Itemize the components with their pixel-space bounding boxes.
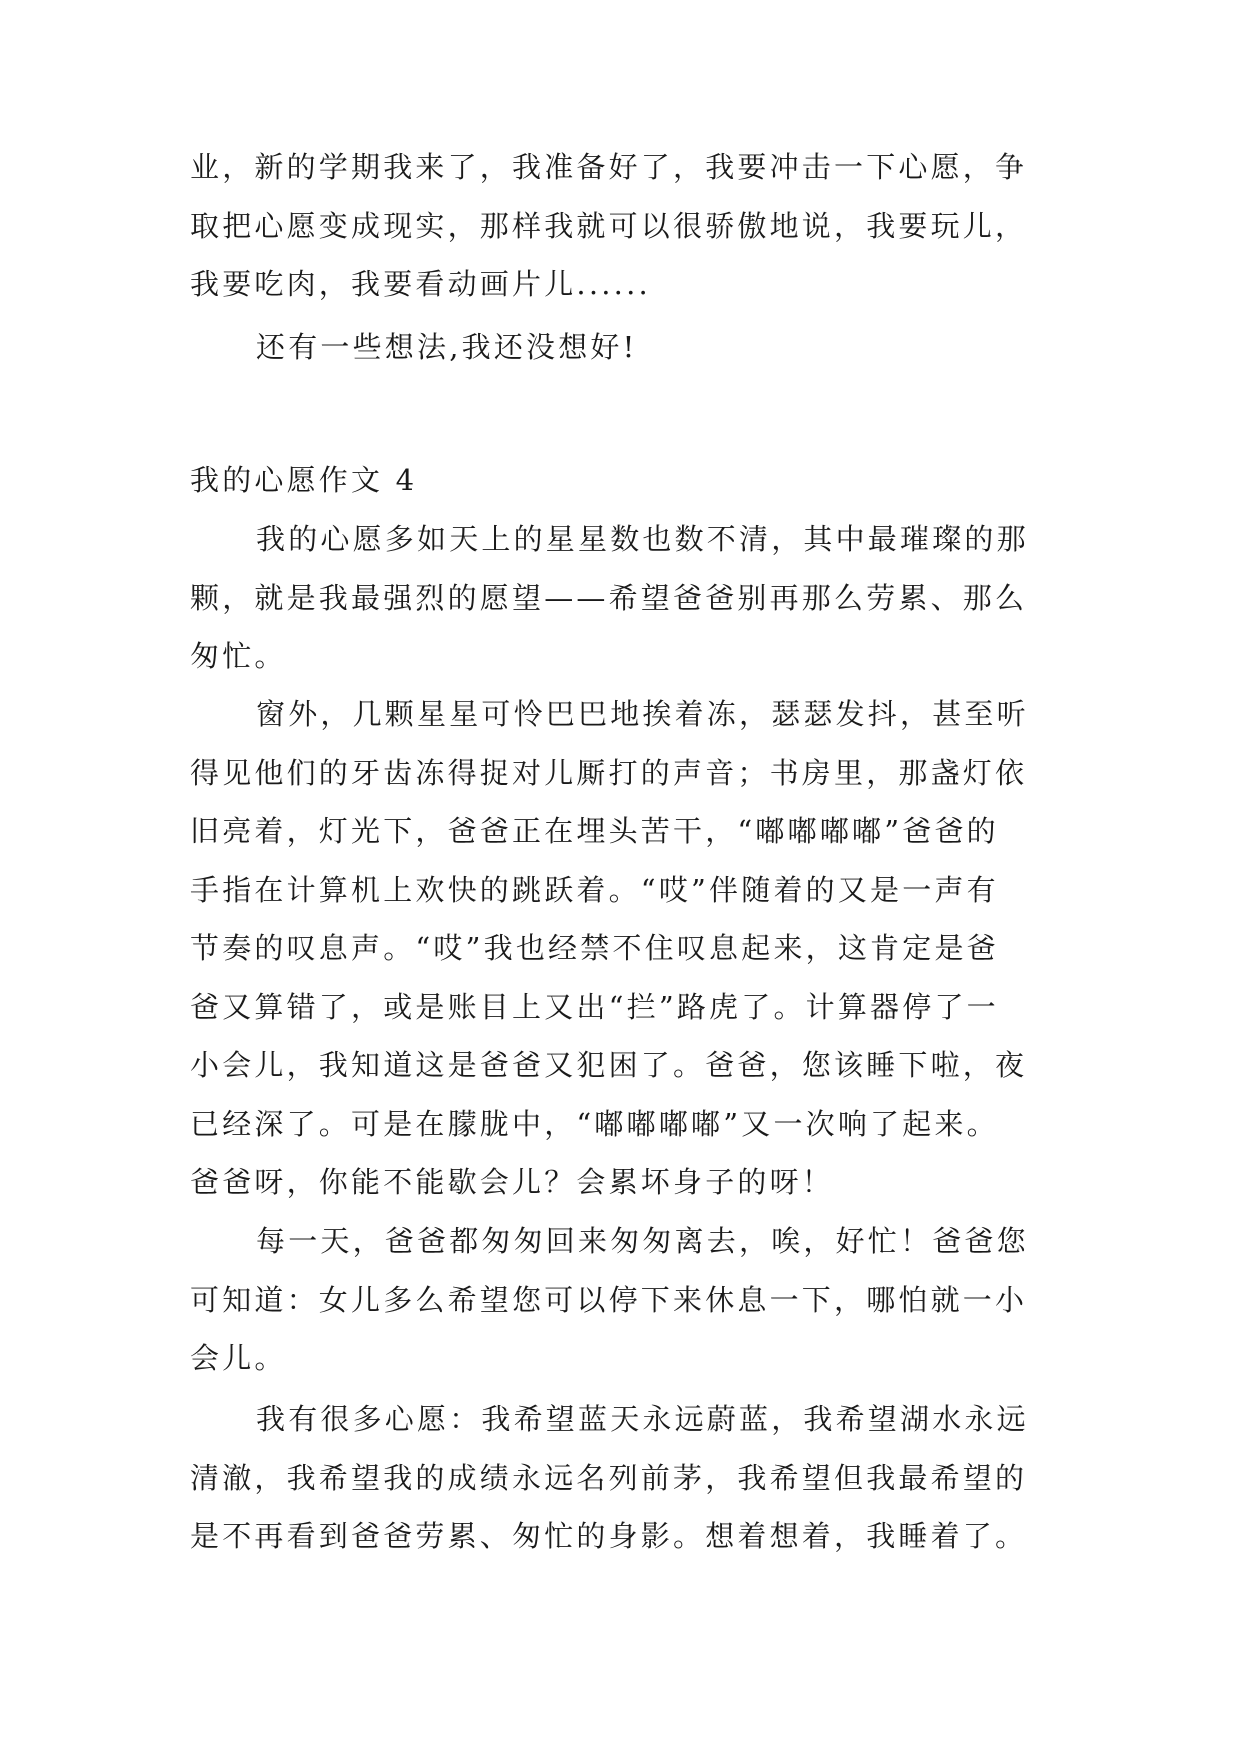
paragraph-thoughts: 还有一些想法,我还没想好!: [256, 330, 638, 364]
section-title: 我的心愿作文 4: [190, 463, 418, 497]
paragraph-wish-intro: 我的心愿多如天上的星星数也数不清，其中最璀璨的那 颗，就是我最强烈的愿望——希望爸爸别再那么劳累、那么 匆忙。: [190, 522, 1029, 673]
paragraph-many-wishes: 我有很多心愿：我希望蓝天永远蔚蓝，我希望湖水永远 清澈，我希望我的成绩永远名列前茅，我希望但我最希望的 是不再看到爸爸劳累、匆忙的身影。想着想着，我睡着了。: [190, 1402, 1029, 1553]
paragraph-continued: 业，新的学期我来了，我准备好了，我要冲击一下心愿，争 取把心愿变成现实，那样我就可以很骄傲地说，我要玩儿， 我要吃肉，我要看动画片儿......: [190, 150, 1028, 301]
paragraph-every-day: 每一天，爸爸都匆匆回来匆匆离去，唉，好忙！爸爸您 可知道：女儿多么希望您可以停下来休息一下，哪怕就一小 会儿。: [190, 1224, 1029, 1375]
paragraph-night-scene: 窗外，几颗星星可怜巴巴地挨着冻，瑟瑟发抖，甚至听 得见他们的牙齿冻得捉对儿厮打的声音；书房里，那盏灯依 旧亮着，灯光下，爸爸正在埋头苦干，“嘟嘟嘟嘟”爸爸的 手指在计算机上欢快的跳跃着。“哎”伴随着的又是一声有 节奏的叹息声。“哎”我也经禁不住叹息起来，这肯定是爸 爸又算错了，或是账目上又出“拦”路虎了。计算器停了一 小会儿，我知道这是爸爸又犯困了。爸爸，您该睡下啦，夜 已经深了。可是在朦胧中，“嘟嘟嘟嘟”又一次响了起来。 爸爸呀，你能不能歇会儿？会累坏身子的呀！: [190, 697, 1029, 1199]
